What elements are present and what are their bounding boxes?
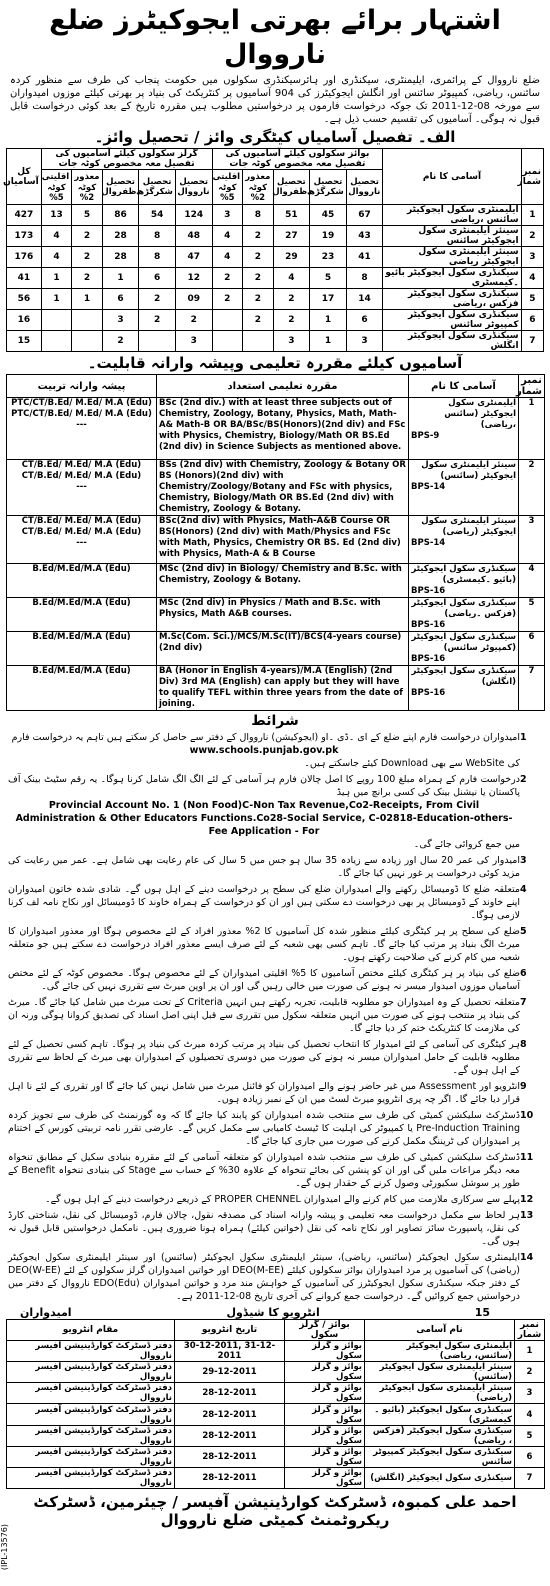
terms-list: [0, 731, 550, 1303]
boys-count: 3: [273, 331, 310, 352]
girls-count: 6: [139, 268, 176, 289]
post-name: [409, 632, 519, 666]
boys-count: 67: [346, 205, 383, 226]
row-number: 1: [515, 1341, 545, 1362]
girls-count: 12: [175, 268, 212, 289]
sub-head-boys: تحصیل ظفروال: [273, 170, 310, 205]
qualification-text: BA (Honor in English 4-years)/M.A (English) (2nd Div) 3rd MA (English) can apply but they will have to qualify TEFL within three years from the date of joining.: [157, 666, 409, 711]
post-title: ایلیمنٹری سکول ایجوکیٹر (سائنس ،ریاضی): [444, 398, 516, 430]
col-q-qual: مقررہ تعلیمی استعداد: [157, 375, 409, 398]
term-item: [0, 1080, 550, 1106]
term-item: [0, 1193, 550, 1206]
interview-date: 28-12-2011: [175, 1468, 285, 1489]
boys-count: [212, 310, 243, 331]
post-scale: BPS-14: [411, 538, 446, 548]
boys-count: 51: [273, 205, 310, 226]
girls-count: 13: [41, 205, 72, 226]
total-count: 41: [7, 268, 42, 289]
col-post: آسامی کا نام: [383, 149, 521, 205]
row-number: 5: [515, 1426, 545, 1447]
interview-post: سینئر ایلیمنٹری سکول ایجوکیٹر (ریاضی): [365, 1383, 515, 1404]
boys-count: 27: [273, 226, 310, 247]
girls-count: 2: [72, 247, 103, 268]
row-number: 3: [519, 516, 545, 564]
term-body: امیدواران درخواست فارم اپنے ضلع کے ای ۔ڈی ۔او (ایجوکیشن) نارووال کے دفتر سے حاصل کر سکتے ہیں تاہم یہ درخواست فارم: [11, 732, 520, 743]
term-number: 4: [520, 884, 527, 895]
term-body: ڈسٹرکٹ سلیکشن کمیٹی کی طرف سے منتخب شدہ امیدواران کو پابند کیا جائے گا کہ وہ گورنمنٹ کی طرف سے تجویز کردہ Pre-Induction Training یا کمپیوٹر کی اہلیت کا ٹیسٹ کامیابی سے مکمل کریں گے۔ عارضی تقرر نامہ تربیتی کورس کے اختتام پر امیدواران کی ٹریننگ مکمل کرنے کی صورت میں جاری کیا جائے گا۔: [8, 1110, 520, 1147]
girls-count: 2: [175, 310, 212, 331]
interview-place: دفتر ڈسٹرکٹ کوارڈینیشن آفیسر نارووال: [7, 1468, 175, 1489]
training-text: PTC/CT/B.Ed/ M.Ed/ M.A (Edu) PTC/CT/B.Ed/ M.Ed/ M.A (Edu) ---: [7, 398, 157, 460]
term-number: 6: [520, 968, 527, 979]
interview-date: 28-12-2011: [175, 1426, 285, 1447]
sub-head-boys: تحصیل نارووال: [346, 170, 383, 205]
post-scale: BPS-16: [411, 688, 446, 698]
post-title: سیکنڈری سکول ایجوکیٹر (انگلش): [411, 666, 516, 687]
term-text: [8, 1193, 520, 1206]
boys-count: 29: [273, 247, 310, 268]
term-text: [8, 854, 520, 880]
girls-count: [41, 331, 72, 352]
interview-date: 28-12-2011: [175, 1404, 285, 1426]
term-body: انٹرویو اور Assessment میں غیر حاضر ہونے والے امیدواران کو فائنل میرٹ میں شامل نہیں کیا جائے گا اور تقرری کے لئے نا اہل قرار دیا جائے گا۔ اگر چہ پری انٹرویو میرٹ لسٹ میں ان کے نمبر زیادہ ہوں۔: [8, 1081, 520, 1105]
row-number: 2: [519, 460, 545, 516]
post-name: ایلیمنٹری سکول ایجوکیٹر سائنس ،ریاضی: [383, 205, 521, 226]
girls-count: [139, 331, 176, 352]
term-text: [8, 1209, 520, 1248]
post-name: سیکنڈری سکول ایجوکیٹر فزکس ،ریاضی: [383, 289, 521, 310]
interview-col-head: بوائز / گرلز سکول: [285, 1320, 365, 1341]
girls-count: 124: [175, 205, 212, 226]
girls-count: 86: [102, 205, 139, 226]
term-body: پہلے سے سرکاری ملازمت میں کام کرنے والے امیدواران PROPER CHENNEL کے ذریعے درخواست دینے کے اہل ہوں گے۔: [45, 1194, 520, 1205]
boys-count: 1: [310, 331, 347, 352]
row-number: 6: [515, 1447, 545, 1468]
term-body: ضلع کی بنیاد پر ہر کیٹگری کیلئے مختص آسامیوں کا 5% اقلیتی امیدواران کے لئے مخصوص ہوگا۔ مخصوص کوٹہ کے لئے مختص آسامیاں موزوں امیدوار میسر نہ ہونے کی صورت میں خالی رہیں گی اور ان پر اوپن میرٹ سے تقرری نہیں کی جائے گی۔: [8, 968, 520, 992]
term-number: 8: [520, 1039, 527, 1050]
interview-post: سیکنڈری سکول ایجوکیٹر (بائیو ۔کیمسٹری): [365, 1404, 515, 1426]
table-row: [7, 598, 545, 632]
term-body: ضلع کی سطح پر ہر کیٹگری کیلئے منظور شدہ کل آسامیوں کا 2% معذور افراد کے لئے مخصوص ہوگا اور معذور امیدواران کا میرٹ الگ بنیاد پر مرتب کیا جائے گا۔ تاہم کسی بھی شعبہ کے لئے صرف ایسے معذور افراد درخواست دے سکتے ہیں جو متعلقہ شعبہ میں کام کرنے کی صلاحیت رکھتے ہوں۔: [8, 926, 520, 963]
table-row: [7, 632, 545, 666]
boys-count: 6: [346, 310, 383, 331]
girls-count: 5: [72, 205, 103, 226]
term-item: [0, 967, 550, 993]
boys-count: 4: [212, 247, 243, 268]
girls-count: 6: [102, 289, 139, 310]
girls-count: [72, 310, 103, 331]
boys-count: 41: [346, 247, 383, 268]
signature-line: احمد علی کمبوہ، ڈسٹرکٹ کوارڈینیشن آفیسر / چیئرمین، ڈسٹرکٹ ریکروٹمنٹ کمیٹی ضلع نارووال: [33, 1493, 517, 1529]
boys-count: 4: [212, 226, 243, 247]
term-text: [8, 1038, 520, 1077]
col-q-num: نمبر شمار: [519, 375, 545, 398]
interview-col-head: مقام انٹرویو: [7, 1320, 175, 1341]
total-count: 15: [7, 331, 42, 352]
table-row: [7, 205, 544, 226]
boys-count: 2: [273, 310, 310, 331]
interview-date: 28-12-2011: [175, 1447, 285, 1468]
post-title: سیکنڈری سکول ایجوکیٹر (کمپیوٹر سائنس): [411, 632, 516, 653]
girls-count: 1: [41, 289, 72, 310]
row-number: 6: [519, 632, 545, 666]
table-row: [7, 516, 545, 564]
post-title: سیکنڈری سکول ایجوکیٹر (بائیو ۔کیمسٹری): [411, 564, 516, 585]
table-row: [7, 268, 544, 289]
girls-count: 09: [175, 289, 212, 310]
girls-count: 4: [41, 247, 72, 268]
training-text: CT/B.Ed/ M.Ed/ M.A (Edu) CT/B.Ed/ M.Ed/ M.A (Edu) ---: [7, 460, 157, 516]
boys-count: 2: [243, 310, 274, 331]
row-number: 7: [515, 1468, 545, 1489]
girls-count: 54: [139, 205, 176, 226]
post-name: سیکنڈری سکول ایجوکیٹر بائیو ۔کیمسٹری: [383, 268, 521, 289]
interview-col-head: تاریخ انٹرویو: [175, 1320, 285, 1341]
table-row: [7, 1383, 545, 1404]
term-number: 7: [520, 997, 527, 1008]
sub-head-boys: تحصیل شکرگڑھ: [310, 170, 347, 205]
girls-count: 8: [139, 226, 176, 247]
term-english: Provincial Account No. 1 (Non Food)C-Non Tax Revenue,Co2-Receipts, From Civil Administration & Other Educators Functions.Co28-Social Service, C-02818-Education-others-Fee Application - For: [15, 800, 513, 837]
girls-count: [72, 331, 103, 352]
interview-place: دفتر ڈسٹرکٹ کوارڈینیشن آفیسر نارووال: [7, 1383, 175, 1404]
table-row: [7, 564, 545, 598]
training-text: B.Ed/M.Ed/M.A (Edu): [7, 632, 157, 666]
interview-school: بوائز و گرلز سکول: [285, 1362, 365, 1383]
sub-head-girls: تحصیل نارووال: [175, 170, 212, 205]
interview-post: سینئر ایلیمنٹری سکول ایجوکیٹر (سائنس): [365, 1362, 515, 1383]
boys-count: 17: [310, 289, 347, 310]
section-a-heading: الف۔ تفصیل آسامیاں کیٹگری وائز / تحصیل وائز۔: [94, 128, 456, 146]
total-count: 173: [7, 226, 42, 247]
term-text: [8, 1109, 520, 1148]
row-number: 5: [521, 289, 543, 310]
term-body: ہر کیٹگری کی آسامی کے لئے امیدوار کا انتخاب تحصیل کی بنیاد پر مرتب کردہ میرٹ کی بنیاد پر ہوگا۔ تاہم کسی تحصیل کے لئے مطلوبہ قابلیت کے حامل امیدواران میسر نہ ہونے کی صورت میں دوسری تحصیلوں کے امیدواران بھی میرٹ کے لحاظ سے تقرری کے اہل ہوں گے۔: [8, 1039, 520, 1076]
term-after: کی WebSite سے بھی Download کیئے جاسکتے ہیں۔: [304, 758, 520, 769]
col-girls: گرلز سکولوں کیلئے آسامیوں کی تفصیل معہ مخصوص کوٹہ جات: [41, 149, 212, 170]
row-number: 4: [519, 564, 545, 598]
total-count: 176: [7, 247, 42, 268]
interview-post: سیکنڈری سکول ایجوکیٹر (انگلش): [365, 1468, 515, 1489]
col-q-train: پیشہ وارانہ تربیت: [7, 375, 157, 398]
interview-post: سیکنڈری سکول ایجوکیٹر کمپیوٹر سائنس: [365, 1447, 515, 1468]
girls-count: 1: [41, 268, 72, 289]
girls-count: 2: [72, 226, 103, 247]
col-q-post: آسامی کا نام: [409, 375, 519, 398]
sub-head-girls: تحصیل شکرگڑھ: [139, 170, 176, 205]
interview-place: دفتر ڈسٹرکٹ کوارڈینیشن آفیسر نارووال: [7, 1341, 175, 1362]
boys-count: 3: [346, 331, 383, 352]
term-item: [0, 1209, 550, 1248]
post-title: سینئر ایلیمنٹری سکول ایجوکیٹر (ریاضی): [421, 516, 516, 537]
total-count: 427: [7, 205, 42, 226]
interview-heading-row: [0, 1306, 550, 1319]
interview-school: بوائز و گرلز سکول: [285, 1404, 365, 1426]
boys-count: 2: [243, 268, 274, 289]
training-text: B.Ed/M.Ed/M.A (Edu): [7, 666, 157, 711]
boys-count: 14: [346, 289, 383, 310]
girls-count: 3: [175, 331, 212, 352]
total-count: 56: [7, 289, 42, 310]
girls-count: 4: [41, 226, 72, 247]
interview-place: دفتر ڈسٹرکٹ کوارڈینیشن آفیسر نارووال: [7, 1447, 175, 1468]
term-text: [8, 967, 520, 993]
post-name: سینئر ایلیمنٹری سکول ایجوکیٹر ریاضی: [383, 247, 521, 268]
term-text: [8, 1251, 520, 1303]
qualification-text: BSs (2nd div) with Chemistry, Zoology & Botany OR BS (Honors)(2nd div) with Chemistry/Zoology/Botany and FSc with physics, Chemistry, Biology/Math OR BS.Ed (2nd div) with Chemistry, Zoology & Botany.: [157, 460, 409, 516]
table-row: [7, 1362, 545, 1383]
interview-col-head: نمبر شمار: [515, 1320, 545, 1341]
term-item: [0, 773, 550, 851]
boys-count: 2: [243, 247, 274, 268]
girls-count: 1: [72, 289, 103, 310]
row-number: 1: [521, 205, 543, 226]
advertisement-page: [0, 4, 550, 1586]
boys-count: 2: [212, 289, 243, 310]
girls-count: 28: [102, 226, 139, 247]
ipl-code: (IPL-13576): [0, 1524, 9, 1571]
term-number: 3: [520, 855, 527, 866]
interview-date: 30-12-2011, 31-12-2011: [175, 1341, 285, 1362]
girls-count: 28: [102, 247, 139, 268]
term-body: ہر لحاظ سے مکمل درخواست معہ تعلیمی و پیشہ وارانہ اسناد کی مصدقہ نقول، چالان فارم، ڈومیسائل کی نقل، شناختی کارڈ کی نقل، پاسپورٹ سائز تصاویر اور نکاح نامہ کی نقل (خواتین کیلئے) ہمراہ ہونا ضروری ہیں۔ نامکمل درخواستیں قابل قبول نہ ہوں گی۔: [8, 1210, 520, 1247]
row-number: 3: [515, 1383, 545, 1404]
post-name: [409, 516, 519, 564]
boys-count: 19: [310, 226, 347, 247]
boys-count: 8: [346, 268, 383, 289]
term-item: [0, 1251, 550, 1303]
term-text: [8, 773, 520, 851]
boys-count: 2: [243, 226, 274, 247]
boys-count: 1: [310, 310, 347, 331]
interview-school: بوائز و گرلز سکول: [285, 1341, 365, 1362]
boys-count: 3: [212, 205, 243, 226]
sub-head-girls: معذور کوٹہ 2%: [72, 170, 103, 205]
girls-count: 48: [175, 226, 212, 247]
girls-count: 2: [139, 310, 176, 331]
term-body: متعلقہ ضلع کا ڈومیسائل رکھنے والے امیدواران ضلع کی سطح پر درخواست دینے کے اہل ہوں گے۔ شادی شدہ خاتون امیدواران اپنے خاوند کے ڈومیسائل پر بھی درخواست دے سکتی ہیں اور ان کو درخواست کے ہمراہ خاوند کا ڈومیسائل اور نکاح نامہ لف کرنا لازمی ہوگا۔: [8, 884, 520, 921]
post-name: [409, 460, 519, 516]
col-boys: بوائز سکولوں کیلئے آسامیوں کی تفصیل معہ مخصوص کوٹہ جات: [212, 149, 383, 170]
term-text: [8, 996, 520, 1035]
training-text: B.Ed/M.Ed/M.A (Edu): [7, 598, 157, 632]
table-row: [7, 1404, 545, 1426]
page-title: اشتہار برائے بھرتی ایجوکیٹرز ضلع نارووال: [49, 5, 501, 70]
interview-school: بوائز و گرلز سکول: [285, 1383, 365, 1404]
row-number: 6: [521, 310, 543, 331]
intro-paragraph: ضلع نارووال کے پرائمری، ایلیمنٹری، سیکنڈری اور ہائرسیکنڈری سکولوں میں حکومت پنجاب کی طرف سے منظور کردہ سائنس، ریاضی، کمپیوٹر سائنس اور انگلش ایجوکیٹرز کی 904 آسامیوں پر کنٹریکٹ کی بنیاد پر بھرتی کیلئے موزوں امیدواران سے مورخہ 08-12-2011 تک جوکہ درخواست فارموں پر درخواستیں مطلوب ہیں مقررہ تاریخ کے بعد کوئی درخواست قابل قبول نہ ہوگی۔ آسامیوں کی تقسیم حسب ذیل ہے۔: [10, 75, 540, 125]
boys-count: 23: [310, 247, 347, 268]
qualification-text: M.Sc(Com. Sci.)/MCS/M.Sc(IT)/BCS(4-years course) (2nd div): [157, 632, 409, 666]
sub-head-girls: تحصیل ظفروال: [102, 170, 139, 205]
term-body: متعلقہ تحصیل کے وہ امیدواران جو مطلوبہ قابلیت، تجربہ رکھتے ہیں انہیں Criteria کے تحت میرٹ میں شامل کیا جائے گا۔ میرٹ کی بنیاد پر منتخب ہونے کی صورت میں انہیں متعلقہ سکول میں تقرری سے قبل اپنی اصل اسناد کی تصدیق کروانا ہوگی ورنہ ان کی ملازمت کا کنٹریکٹ ختم کر دیا جائے گا۔: [8, 997, 520, 1034]
training-text: B.Ed/M.Ed/M.A (Edu): [7, 564, 157, 598]
post-name: سیکنڈری سکول ایجوکیٹر انگلش: [383, 331, 521, 352]
girls-count: 2: [139, 289, 176, 310]
sub-head-girls: اقلیتی کوٹہ 5%: [41, 170, 72, 205]
interview-col-head: نام آسامی: [365, 1320, 515, 1341]
qualification-text: MSc (2nd div) in Physics / Math and B.Sc. with Physics, Math A&B courses.: [157, 598, 409, 632]
term-item: [0, 1038, 550, 1077]
interview-item-number: 15: [474, 1306, 490, 1319]
girls-count: 2: [72, 268, 103, 289]
post-name: [409, 598, 519, 632]
section-b-heading: آسامیوں کیلئے مقررہ تعلیمی وپیشہ وارانہ قابلیت۔: [87, 354, 463, 372]
row-number: 7: [521, 331, 543, 352]
term-number: 13: [520, 1210, 534, 1221]
boys-count: 5: [310, 268, 347, 289]
term-body: درخواست فارم کے ہمراہ مبلغ 100 روپے کا اصل چالان فارم ہر آسامی کے لئے الگ الگ شامل کرنا ہوگا۔ یہ رقم سٹیٹ بینک آف پاکستان یا نیشنل بینک کی کسی برانچ میں ہیڈ: [8, 774, 520, 798]
row-number: 7: [519, 666, 545, 711]
post-name: [409, 666, 519, 711]
post-scale: BPS-16: [411, 586, 446, 596]
row-number: 2: [521, 226, 543, 247]
post-title: سینئر ایلیمنٹری سکول ایجوکیٹر (سائنس): [421, 460, 516, 481]
col-num: نمبر شمار: [521, 149, 543, 205]
interview-place: دفتر ڈسٹرکٹ کوارڈینیشن آفیسر نارووال: [7, 1404, 175, 1426]
post-name: [409, 564, 519, 598]
post-name: سینئر ایلیمنٹری سکول ایجوکیٹر سائنس: [383, 226, 521, 247]
row-number: 1: [519, 398, 545, 460]
term-item: [0, 854, 550, 880]
boys-count: 45: [310, 205, 347, 226]
interview-heading: انٹرویو کا شیڈول: [226, 1306, 320, 1319]
interview-post: ایلیمنٹری سکول ایجوکیٹر (سائنس، ریاضی): [365, 1341, 515, 1362]
boys-count: 2: [243, 289, 274, 310]
interview-place: دفتر ڈسٹرکٹ کوارڈینیشن آفیسر نارووال: [7, 1362, 175, 1383]
table-row: [7, 460, 545, 516]
table-row: [7, 1447, 545, 1468]
sub-head-boys: معذور کوٹہ 2%: [243, 170, 274, 205]
post-scale: BPS-16: [411, 654, 446, 664]
table-row: [7, 310, 544, 331]
term-item: [0, 1109, 550, 1148]
term-body: امیدوار کی عمر 20 سال اور زیادہ سے زیادہ 35 سال ہو جس میں 5 سال کی عام رعایت بھی شامل ہے۔ عمر میں رعایت کی مزید کوئی درخواست پر غور نہیں کیا جائے گا۔: [8, 855, 520, 879]
posts-table: [3, 148, 544, 352]
table-row: [7, 247, 544, 268]
table-row: [7, 331, 544, 352]
term-number: 1: [520, 732, 527, 743]
term-text: [8, 925, 520, 964]
term-after: میں جمع کروائی جائے گی۔: [413, 839, 520, 850]
qualification-table: [6, 374, 545, 711]
term-english: www.schools.punjab.gov.pk: [189, 745, 339, 756]
row-number: 4: [515, 1404, 545, 1426]
term-body: ڈسٹرکٹ سلیکشن کمیٹی کی طرف سے منتخب شدہ امیدواران کو متعلقہ آسامی کے لئے مقررہ بنیادی سکیل کے مطابق تنخواہ معہ دیگر مراعات ملیں گی اور ان کو پنشن کی بجائے تنخواہ کے علاوہ 30% کے حساب سے Stage کی بنیادی تنخواہ Benefit کے طور پر سوشل سکیورٹی وصول کرنے کے حقدار ہوں گے۔: [8, 1152, 520, 1189]
terms-heading: شرائط: [251, 713, 299, 729]
table-row: [7, 666, 545, 711]
table-row: [7, 289, 544, 310]
boys-count: 4: [273, 268, 310, 289]
boys-count: 2: [212, 268, 243, 289]
row-number: 4: [521, 268, 543, 289]
term-text: [8, 731, 520, 770]
term-text: [8, 1080, 520, 1106]
girls-count: 8: [139, 247, 176, 268]
term-item: [0, 1151, 550, 1190]
boys-count: 2: [273, 289, 310, 310]
post-scale: BPS-16: [411, 620, 446, 630]
interview-heading-candidates: امیدواران: [20, 1306, 72, 1319]
table-row: [7, 1468, 545, 1489]
interview-date: 28-12-2011: [175, 1383, 285, 1404]
post-name: [409, 398, 519, 460]
table-row: [7, 226, 544, 247]
term-number: 9: [520, 1081, 527, 1092]
interview-school: بوائز و گرلز سکول: [285, 1468, 365, 1489]
col-total: کل آسامیاں: [7, 149, 42, 205]
interview-place: دفتر ڈسٹرکٹ کوارڈینیشن آفیسر نارووال: [7, 1426, 175, 1447]
term-number: 10: [520, 1110, 534, 1121]
table-row: [7, 1426, 545, 1447]
training-text: CT/B.Ed/ M.Ed/ M.A (Edu) CT/B.Ed/ M.Ed/ M.A (Edu) ---: [7, 516, 157, 564]
girls-count: 1: [102, 268, 139, 289]
interview-school: بوائز و گرلز سکول: [285, 1447, 365, 1468]
term-text: [8, 1151, 520, 1190]
row-number: 5: [519, 598, 545, 632]
term-item: [0, 731, 550, 770]
term-number: 5: [520, 926, 527, 937]
boys-count: [243, 331, 274, 352]
interview-table: [6, 1319, 545, 1489]
qualification-text: BSc(2nd div) with Physics, Math-A&B Course OR BS(Honors) (2nd div) with Math/Physics and FSc with Math, Physics, Chemistry OR BS. Ed (2nd div) with Physics, Math-A & B Course: [157, 516, 409, 564]
girls-count: 47: [175, 247, 212, 268]
row-number: 2: [515, 1362, 545, 1383]
girls-count: 3: [102, 310, 139, 331]
row-number: 3: [521, 247, 543, 268]
boys-count: [212, 331, 243, 352]
interview-date: 29-12-2011: [175, 1362, 285, 1383]
boys-count: 43: [346, 226, 383, 247]
post-title: سیکنڈری سکول ایجوکیٹر (فزکس ۔ریاضی): [411, 598, 516, 619]
term-number: 14: [520, 1252, 534, 1263]
sub-head-boys: اقلیتی کوٹہ 5%: [212, 170, 243, 205]
post-scale: BPS-14: [411, 482, 446, 492]
table-row: [7, 398, 545, 460]
girls-count: [41, 310, 72, 331]
term-text: [8, 883, 520, 922]
term-body: ایلیمنٹری سکول ایجوکیٹر (سائنس، ریاضی)، سینئر ایلیمنٹری سکول ایجوکیٹر (سائنس) اور سینئر ایلیمنٹری سکول ایجوکیٹر (ریاضی) کی آسامیوں پر مرد امیدواران بوائز سکولوں کیلئے DEO(M-EE) اور خواتین امیدواران گرلز سکولوں کے لئے DEO(W-EE) کے دفتر جبکہ سیکنڈری سکول ایجوکیٹرز کی آسامیوں کے خواہش مند مرد و خواتین امیدواران EDO(Edu) نارووال کے دفتر میں درخواستیں جمع کروائیں گے۔ درخواست جمع کروانے کی آخری تاریخ 08-12-2011 ہے۔: [8, 1252, 520, 1302]
term-number: 11: [520, 1152, 534, 1163]
interview-post: سیکنڈری سکول ایجوکیٹر (فزکس ، ریاضی): [365, 1426, 515, 1447]
boys-count: 8: [243, 205, 274, 226]
term-item: [0, 883, 550, 922]
table-row: [7, 1341, 545, 1362]
total-count: 16: [7, 310, 42, 331]
qualification-text: BSc (2nd div.) with at least three subjects out of Chemistry, Zoology, Botany, Physics, Math, Math-A& Math-B OR BA/BSc/BS(Honors)(2nd div) and FSc with Physics, Chemistry, Biology/Math OR BS.Ed (2nd div) in Science Subjects as mentioned above.: [157, 398, 409, 460]
girls-count: 2: [102, 331, 139, 352]
term-number: 2: [520, 774, 527, 785]
term-item: [0, 925, 550, 964]
qualification-text: MSc (2nd div) in Biology/ Chemistry and B.Sc. with Chemistry, Zoology & Botany.: [157, 564, 409, 598]
term-item: [0, 996, 550, 1035]
interview-school: بوائز و گرلز سکول: [285, 1426, 365, 1447]
post-scale: BPS-9: [411, 431, 440, 441]
term-number: 12: [520, 1194, 534, 1205]
post-name: سیکنڈری سکول ایجوکیٹر کمپیوٹر سائنس: [383, 310, 521, 331]
